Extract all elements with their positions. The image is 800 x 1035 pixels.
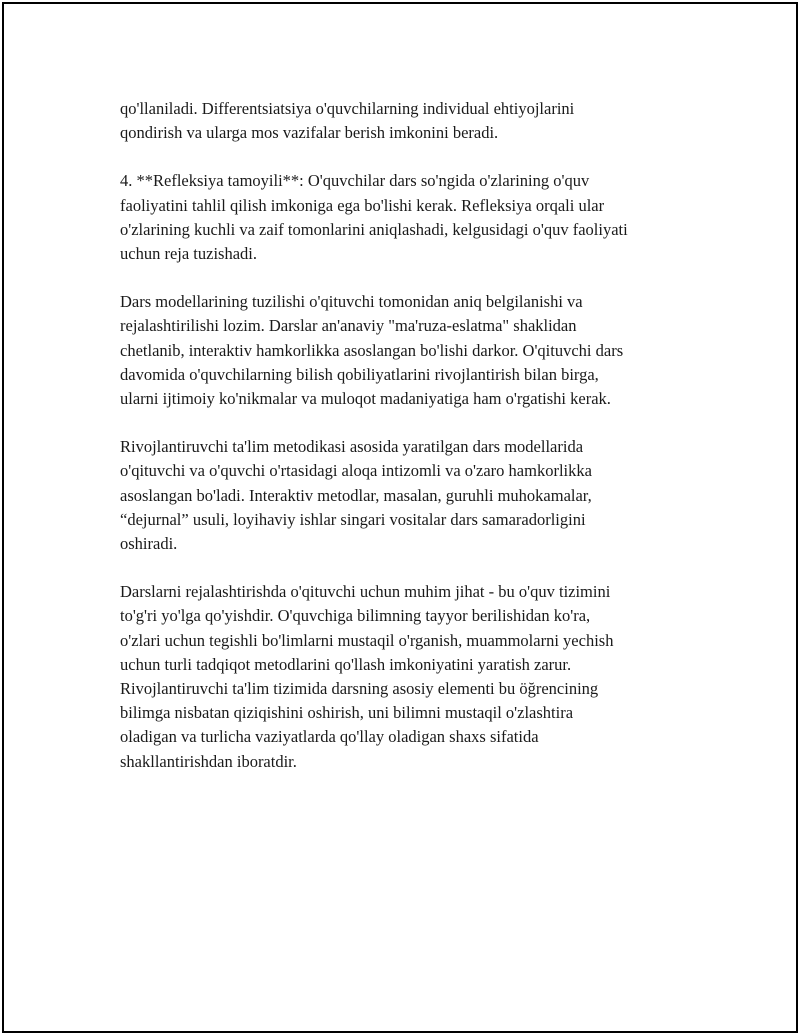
document-body [120,97,700,798]
paragraph-2 [120,169,700,266]
page-frame [2,2,798,1033]
paragraph-3 [120,290,700,411]
text-line: asoslangan bo'ladi. Interaktiv metodlar, masalan, guruhli muhokamalar, [120,485,592,505]
text-line: faoliyatini tahlil qilish imkoniga ega bo'lishi kerak. Refleksiya orqali ular [120,195,605,215]
text-line: chetlanib, interaktiv hamkorlikka asoslangan bo'lishi darkor. O'qituvchi dars [120,340,624,360]
text-line: “dejurnal” usuli, loyihaviy ishlar singari vositalar dars samaradorligini [120,509,586,529]
text-line: to'g'ri yo'lga qo'yishdir. O'quvchiga bilimning tayyor berilishidan ko'ra, [120,606,591,626]
text-line: ularni ijtimoiy ko'nikmalar va muloqot madaniyatiga ham o'rgatishi kerak. [120,389,611,409]
text-line: o'zlari uchun tegishli bo'limlarni mustaqil o'rganish, muammolarni yechish [120,630,614,650]
paragraph-5 [120,580,700,774]
text-line: shakllantirishdan iboratdir. [120,751,297,771]
text-line: oshiradi. [120,534,178,554]
text-line: davomida o'quvchilarning bilish qobiliyatlarini rivojlantirish bilan birga, [120,364,599,384]
text-line: rejalashtirilishi lozim. Darslar an'anaviy "ma'ruza-eslatma" shaklidan [120,316,577,336]
text-line: qo'llaniladi. Differentsiatsiya o'quvchilarning individual ehtiyojlarini [120,99,575,118]
text-line: Darslarni rejalashtirishda o'qituvchi uchun muhim jihat - bu o'quv tizimini [120,582,611,602]
paragraph-1 [120,97,700,145]
text-line: o'zlarining kuchli va zaif tomonlarini aniqlashadi, kelgusidagi o'quv faoliyati [120,219,628,239]
text-line: qondirish va ularga mos vazifalar berish imkonini beradi. [120,123,499,143]
text-line: o'qituvchi va o'quvchi o'rtasidagi aloqa intizomli va o'zaro hamkorlikka [120,461,592,481]
text-line: bilimga nisbatan qiziqishini oshirish, uni bilimni mustaqil o'zlashtira [120,703,574,723]
text-line: Rivojlantiruvchi ta'lim tizimida darsning asosiy elementi bu öğrencining [120,679,599,699]
text-line: uchun turli tadqiqot metodlarini qo'llash imkoniyatini yaratish zarur. [120,654,572,674]
text-line: Rivojlantiruvchi ta'lim metodikasi asosida yaratilgan dars modellarida [120,437,584,457]
text-line: uchun reja tuzishadi. [120,244,257,264]
paragraph-4 [120,435,700,556]
text-line: Dars modellarining tuzilishi o'qituvchi tomonidan aniq belgilanishi va [120,292,583,312]
text-line: oladigan va turlicha vaziyatlarda qo'llay oladigan shaxs sifatida [120,727,539,747]
text-line: 4. **Refleksiya tamoyili**: O'quvchilar dars so'ngida o'zlarining o'quv [120,171,590,191]
